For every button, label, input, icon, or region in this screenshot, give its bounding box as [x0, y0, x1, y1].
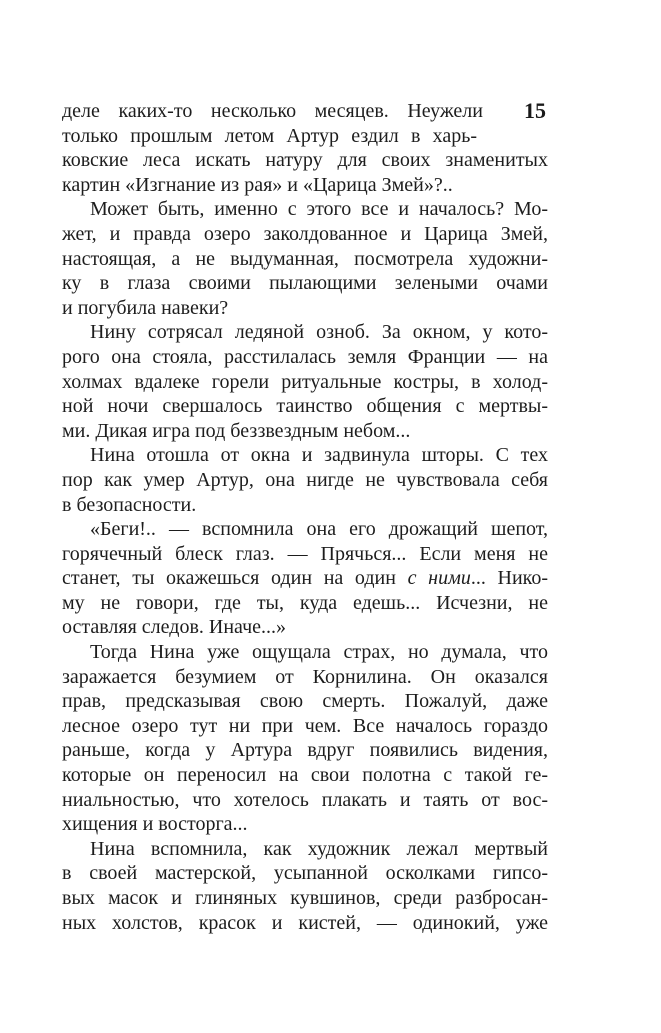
text-line: ковские леса искать натуру для своих знаменитых [62, 149, 548, 172]
text-line: которые он переносил на свои полотна с такой ге- [62, 764, 548, 787]
text-line: картин «Изгнание из рая» и «Царица Змей»?.. [62, 173, 453, 196]
text-line: ниальностью, что хотелось плакать и таять от вос- [62, 788, 548, 811]
page-number: 15 [524, 98, 546, 123]
text-line: ных холстов, красок и кистей, — одинокий, уже [62, 911, 548, 934]
text-line: заражается безумием от Корнилина. Он оказался [62, 665, 548, 688]
text-line: Может быть, именно с этого все и началось? Мо- [90, 198, 548, 221]
text-line: ку в глаза своими пылающими зелеными очами [62, 272, 548, 295]
page-text [62, 99, 548, 935]
text-line: вых масок и глиняных кувшинов, среди разбросан- [62, 887, 548, 909]
text-segment: ... Нико- [470, 567, 549, 590]
text-line: Тогда Нина уже ощущала страх, но думала, что [90, 641, 548, 664]
text-line: хищения и восторга... [62, 813, 248, 836]
text-line: рого она стояла, расстилалась земля Франции — на [62, 345, 548, 368]
text-line: только прошлым летом Артур ездил в харь- [62, 124, 477, 147]
text-line: оставляя следов. Иначе...» [62, 616, 287, 639]
text-line: и погубила навеки? [62, 296, 229, 319]
text-line: лесное озеро тут ни при чем. Все началось гораздо [62, 714, 548, 737]
text-line: холмах вдалеке горели ритуальные костры, в холод- [62, 370, 548, 393]
paragraph [62, 837, 548, 935]
paragraph [62, 443, 548, 517]
text-line: му не говори, где ты, куда едешь... Исчезни, не [62, 591, 548, 614]
text-line: прав, предсказывая свою смерть. Пожалуй, даже [62, 690, 548, 713]
text-line: Нину сотрясал ледяной озноб. За окном, у кото- [90, 321, 548, 344]
text-line: Нина вспомнила, как художник лежал мертвый [90, 837, 548, 860]
text-line: в своей мастерской, усыпанной осколками гипсо- [62, 862, 548, 885]
paragraph [62, 197, 548, 320]
text-line: пор как умер Артур, она нигде не чувствовала себя [62, 468, 548, 491]
text-line: жет, и правда озеро заколдованное и Царица Змей, [62, 222, 548, 245]
paragraph [62, 640, 548, 837]
text-line: настоящая, а не выдуманная, посмотрела художни- [62, 247, 548, 270]
text-line: Нина отошла от окна и задвинула шторы. С тех [90, 444, 548, 467]
paragraph [62, 320, 548, 443]
text-line: раньше, когда у Артура вдруг появились видения, [62, 739, 548, 762]
text-line: горячечный блеск глаз. — Прячься... Если меня не [62, 542, 548, 565]
text-segment: станет, ты окажешься один на один [62, 567, 396, 590]
text-line: «Беги!.. — вспомнила она его дрожащий шепот, [90, 518, 548, 541]
text-line [62, 566, 548, 591]
emphasis-text: с ними [407, 567, 471, 590]
text-line: ми. Дикая игра под беззвездным небом... [62, 419, 411, 442]
text-line: деле каких-то несколько месяцев. Неужели [62, 100, 483, 122]
paragraph [62, 99, 548, 197]
text-line: ной ночи свершалось таинство общения с мертвы- [62, 395, 548, 418]
paragraph [62, 517, 548, 640]
text-line: в безопасности. [62, 493, 197, 516]
